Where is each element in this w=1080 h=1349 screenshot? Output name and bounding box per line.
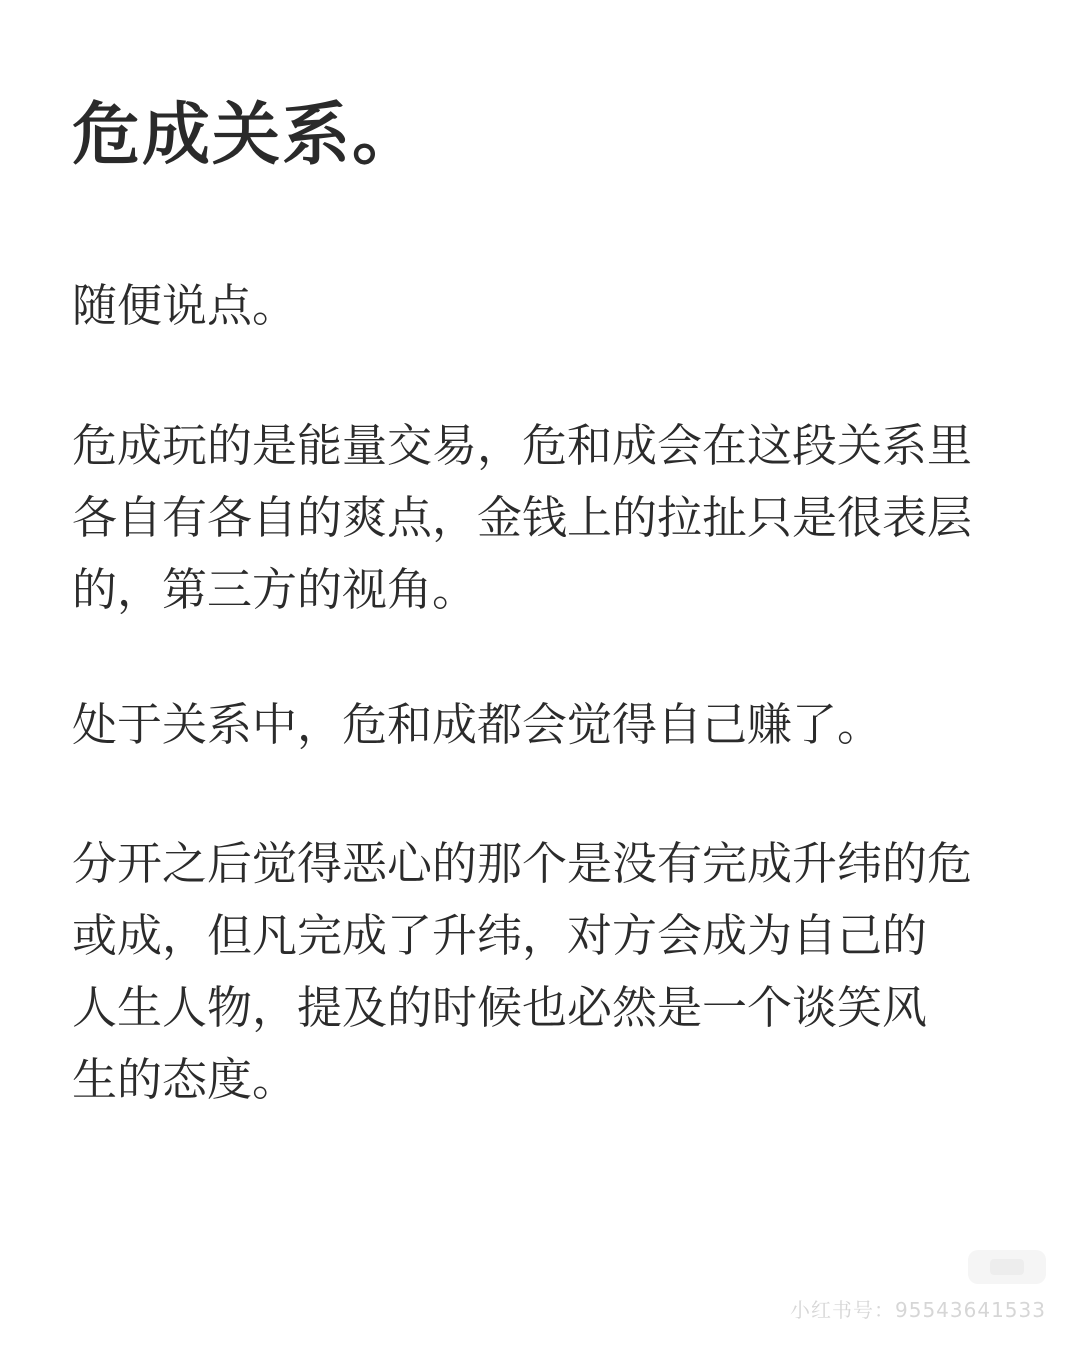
paragraph-2	[72, 410, 972, 626]
text-line: 危成玩的是能量交易，危和成会在这段关系里	[72, 419, 973, 472]
xiaohongshu-logo-icon	[968, 1250, 1046, 1284]
text-line: 随便说点。	[72, 279, 298, 332]
paragraph-4	[72, 828, 972, 1116]
text-line: 各自有各自的爽点，金钱上的拉扯只是很表层	[72, 491, 973, 544]
paragraph-3	[72, 689, 882, 761]
page-title: 危成关系。	[72, 96, 423, 175]
text-line: 人生人物，提及的时候也必然是一个谈笑风	[72, 981, 928, 1034]
watermark-user-id: 小红书号：95543641533	[790, 1298, 1046, 1322]
paragraph-1	[72, 270, 297, 342]
text-line: 处于关系中，危和成都会觉得自己赚了。	[72, 698, 883, 751]
text-line: 的，第三方的视角。	[72, 563, 478, 616]
text-line: 分开之后觉得恶心的那个是没有完成升纬的危	[72, 837, 973, 890]
text-line: 或成，但凡完成了升纬，对方会成为自己的	[72, 909, 928, 962]
text-line: 生的态度。	[72, 1053, 298, 1106]
